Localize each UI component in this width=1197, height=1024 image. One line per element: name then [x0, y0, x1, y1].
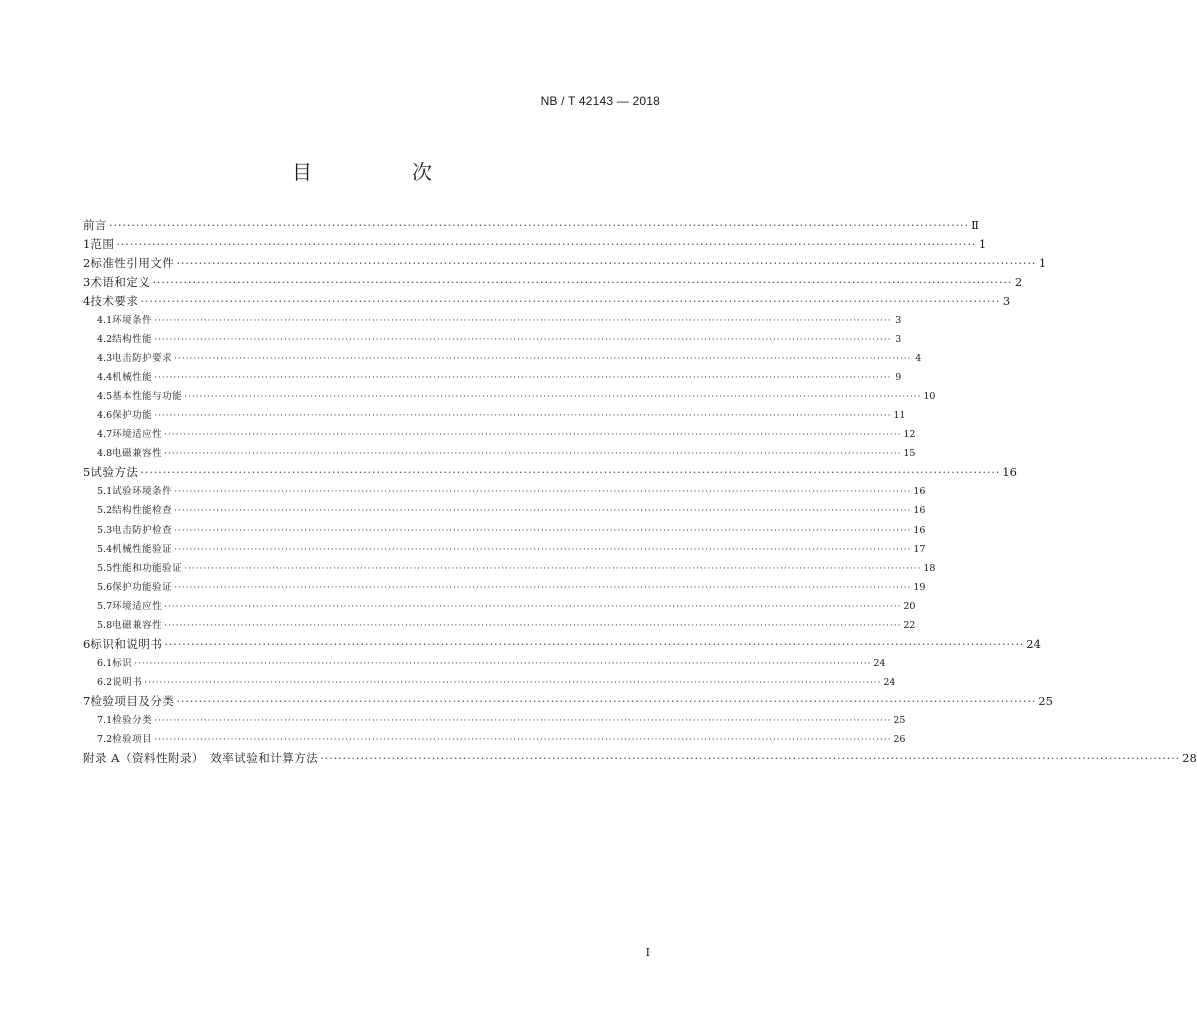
toc-entry[interactable] [83, 425, 916, 444]
toc-entry-page: 22 [903, 619, 916, 631]
toc-entry-label: 电击防护要求 [112, 353, 173, 365]
toc-leader-dots [174, 482, 911, 501]
toc-entry-page: 24 [1026, 636, 1041, 651]
toc-entry-number: 4.8 [97, 448, 113, 460]
toc-entry-number: 5.8 [97, 619, 113, 631]
toc-entry-number: 2 [83, 256, 91, 271]
toc-entry-number: 6 [83, 636, 91, 651]
toc-entry-page: 16 [913, 486, 926, 498]
toc-entry-label: 前言 [83, 218, 107, 232]
toc-leader-dots [140, 463, 1000, 482]
toc-entry-number: 5.4 [97, 543, 113, 555]
toc-entry-page: 4 [915, 353, 922, 365]
toc-entry-page: 9 [895, 372, 902, 384]
toc-entry-number: 5.7 [97, 600, 113, 612]
toc-entry-label: 说明书 [112, 676, 143, 688]
toc-entry-page: 15 [903, 448, 916, 460]
toc-entry-number: 5.5 [97, 562, 113, 574]
toc-entry-label: 试验环境条件 [112, 486, 173, 498]
toc-leader-dots [320, 749, 1180, 768]
toc-entry[interactable] [83, 692, 1053, 711]
toc-entry-page: 16 [913, 524, 926, 536]
toc-entry-label: 电击防护检查 [112, 524, 173, 536]
toc-leader-dots [176, 254, 1036, 273]
toc-leader-dots [144, 673, 881, 692]
toc-entry[interactable] [83, 330, 902, 349]
toc-entry-number: 7.1 [97, 714, 113, 726]
toc-entry-number: 4.2 [97, 334, 113, 346]
toc-leader-dots [154, 311, 891, 330]
toc-leader-dots [154, 330, 891, 349]
toc-leader-dots [154, 368, 891, 387]
toc-entry-page: 26 [893, 733, 906, 745]
toc-entry[interactable] [83, 635, 1041, 654]
toc-entry-label: 标识和说明书 [90, 636, 163, 651]
toc-entry-number: 4.4 [97, 372, 113, 384]
toc-entry-label: 试验方法 [90, 465, 139, 480]
toc-entry[interactable] [83, 387, 936, 406]
toc-entry-page: 24 [873, 657, 886, 669]
toc-entry-page: 24 [883, 676, 896, 688]
toc-entry-page: 16 [913, 505, 926, 517]
toc-entry[interactable] [83, 311, 902, 330]
toc-leader-dots [116, 235, 976, 254]
toc-entry-number: 4 [83, 294, 91, 309]
toc-entry-number: 4.5 [97, 391, 113, 403]
toc-leader-dots [109, 216, 969, 235]
toc-entry[interactable] [83, 349, 922, 368]
toc-entry-page: 18 [923, 562, 936, 574]
toc-entry-label: 性能和功能验证 [112, 562, 183, 574]
toc-entry-number: 6.1 [97, 657, 113, 669]
toc-leader-dots [140, 292, 1000, 311]
toc-entry-number: 5.3 [97, 524, 113, 536]
page-number: I [645, 946, 650, 959]
toc-entry[interactable] [83, 254, 1047, 273]
toc-leader-dots [164, 635, 1024, 654]
toc-entry-label: 检验项目 [112, 733, 153, 745]
standard-number: NB / T 42143 — 2018 [540, 94, 660, 108]
toc-leader-dots [174, 501, 911, 520]
toc-entry-page: 28 [1182, 750, 1197, 765]
toc-leader-dots [154, 711, 891, 730]
toc-entry[interactable] [83, 406, 906, 425]
toc-leader-dots [152, 273, 1012, 292]
toc-entry-label: 术语和定义 [90, 275, 151, 290]
toc-entry-number: 4.7 [97, 429, 113, 441]
toc-leader-dots [174, 578, 911, 597]
toc-entry[interactable] [83, 501, 926, 520]
toc-entry-page: 11 [893, 410, 906, 422]
toc-leader-dots [164, 425, 901, 444]
toc-entry-page: 3 [1002, 294, 1011, 309]
toc-entry-number: 7 [83, 693, 91, 708]
toc-entry[interactable] [83, 235, 987, 254]
toc-entry-label: 电磁兼容性 [112, 448, 163, 460]
toc-entry-label: 范围 [90, 237, 115, 252]
toc-entry-number: 3 [83, 275, 91, 290]
toc-entry-label: 检验分类 [112, 714, 153, 726]
toc-entry[interactable] [83, 749, 1197, 768]
toc-entry-number: 5.1 [97, 486, 113, 498]
toc-entry-page: 25 [1038, 693, 1053, 708]
toc-entry-page: 12 [903, 429, 916, 441]
toc-entry-label: 电磁兼容性 [112, 619, 163, 631]
toc-leader-dots [164, 444, 901, 463]
toc-entry[interactable] [83, 654, 886, 673]
toc-entry[interactable] [83, 521, 926, 540]
toc-entry-number: 5.6 [97, 581, 113, 593]
toc-entry-label: 环境适应性 [112, 429, 163, 441]
toc-leader-dots [176, 692, 1036, 711]
toc-entry-number: 4.6 [97, 410, 113, 422]
toc-entry[interactable] [83, 368, 902, 387]
toc-entry-page: 17 [913, 543, 926, 555]
toc-entry-label: 基本性能与功能 [112, 391, 183, 403]
toc-entry[interactable] [83, 711, 906, 730]
toc-entry[interactable] [83, 444, 916, 463]
toc-entry-page: 20 [903, 600, 916, 612]
toc-leader-dots [184, 559, 921, 578]
toc-leader-dots [154, 406, 891, 425]
toc-entry-label: 结构性能 [112, 334, 153, 346]
toc-leader-dots [184, 387, 921, 406]
toc-entry[interactable] [83, 673, 896, 692]
toc-leader-dots [174, 521, 911, 540]
toc-entry-page: 3 [895, 315, 902, 327]
toc-entry-label: 附录 A（资料性附录） 效率试验和计算方法 [83, 750, 319, 765]
toc-entry-page: Ⅱ [971, 218, 979, 232]
toc-entry-label: 保护功能验证 [112, 581, 173, 593]
toc-entry-page: 25 [893, 714, 906, 726]
toc-entry-label: 检验项目及分类 [90, 693, 175, 708]
toc-entry-label: 机械性能验证 [112, 543, 173, 555]
toc-entry[interactable] [83, 730, 906, 749]
toc-entry[interactable] [83, 616, 916, 635]
toc-entry-label: 结构性能检查 [112, 505, 173, 517]
toc-entry-label: 环境条件 [112, 315, 153, 327]
toc-entry-number: 6.2 [97, 676, 113, 688]
toc-entry-page: 3 [895, 334, 902, 346]
toc-entry-page: 10 [923, 391, 936, 403]
toc-entry[interactable] [83, 559, 936, 578]
toc-leader-dots [174, 349, 911, 368]
toc-entry-page: 16 [1002, 465, 1017, 480]
toc-entry-page: 2 [1014, 275, 1023, 290]
toc-entry[interactable] [83, 292, 1011, 311]
toc-entry-number: 5 [83, 465, 91, 480]
toc-leader-dots [134, 654, 871, 673]
toc-entry-page: 1 [1038, 256, 1047, 271]
toc-leader-dots [164, 616, 901, 635]
toc-entry-label: 机械性能 [112, 372, 153, 384]
toc-entry-page: 1 [978, 237, 987, 252]
toc-entry-page: 19 [913, 581, 926, 593]
toc-entry-number: 4.3 [97, 353, 113, 365]
toc-entry[interactable] [83, 216, 979, 235]
toc-leader-dots [174, 540, 911, 559]
toc-entry-label: 标准性引用文件 [90, 256, 175, 271]
toc-entry-label: 环境适应性 [112, 600, 163, 612]
toc-entry[interactable] [83, 578, 926, 597]
toc-entry-label: 技术要求 [90, 294, 139, 309]
toc-entry-label: 保护功能 [112, 410, 153, 422]
toc-entry-number: 5.2 [97, 505, 113, 517]
toc-leader-dots [164, 597, 901, 616]
toc-entry-number: 7.2 [97, 733, 113, 745]
toc-entry[interactable] [83, 482, 926, 501]
toc-entry-number: 1 [83, 237, 91, 252]
toc-entry[interactable] [83, 597, 916, 616]
page-title: 目 次 [292, 160, 472, 184]
toc-entry-number: 4.1 [97, 315, 113, 327]
table-of-contents [83, 216, 1197, 768]
toc-entry[interactable] [83, 463, 1017, 482]
toc-entry-label: 标识 [112, 657, 133, 669]
toc-entry[interactable] [83, 540, 926, 559]
toc-leader-dots [154, 730, 891, 749]
toc-entry[interactable] [83, 273, 1023, 292]
